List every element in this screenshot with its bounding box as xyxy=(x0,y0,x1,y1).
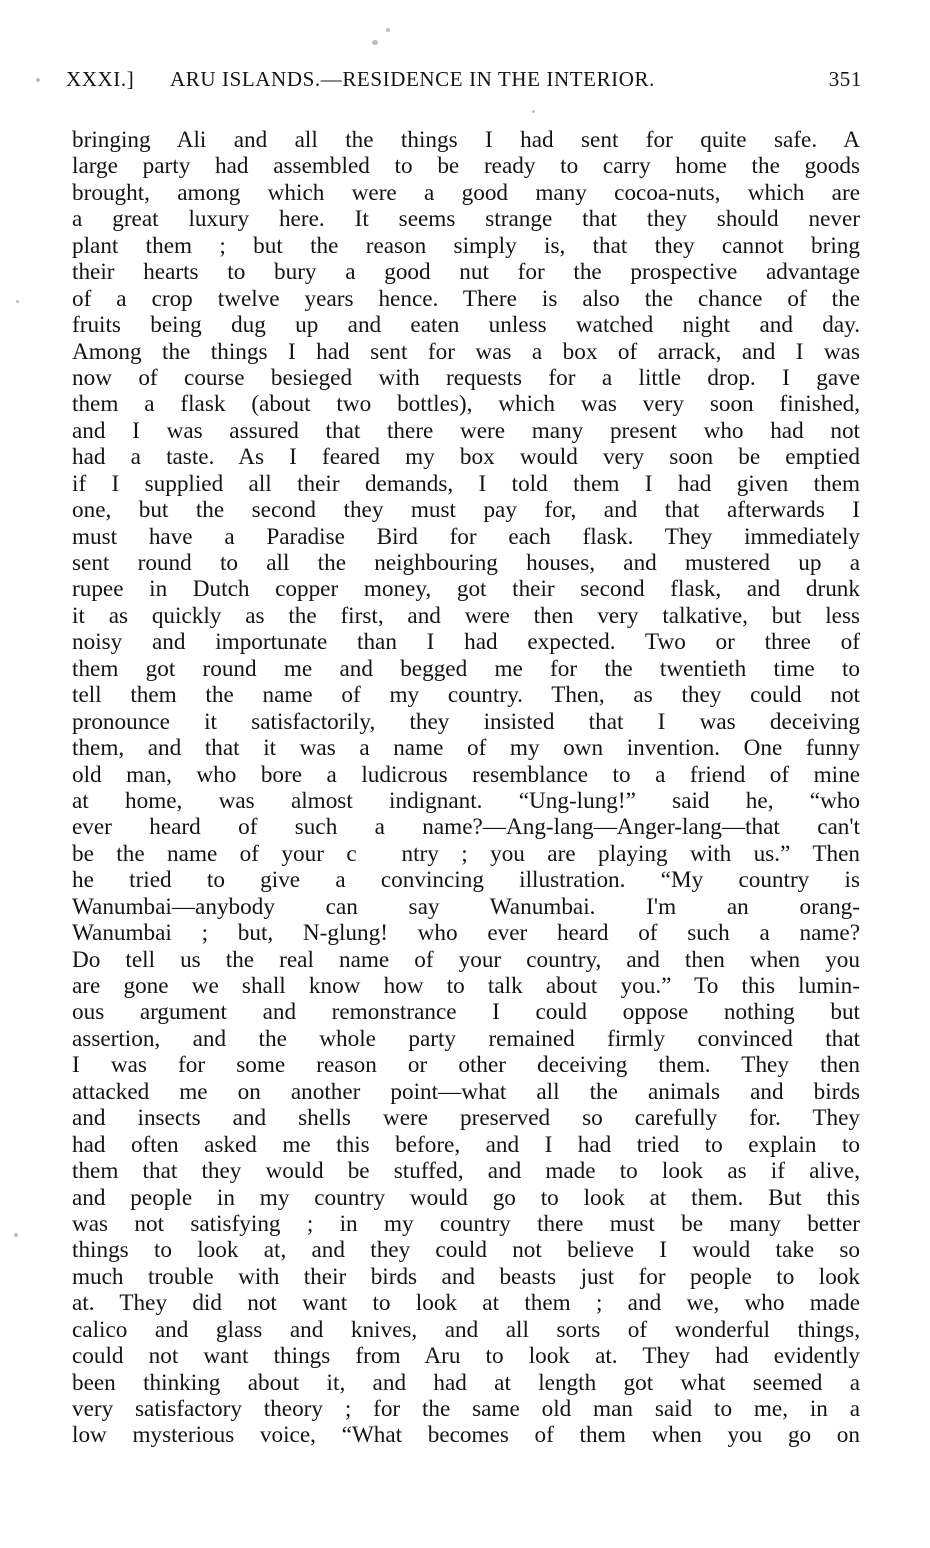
running-title: ARU ISLANDS.—RESIDENCE IN THE INTERIOR. xyxy=(170,67,655,91)
text-line: had a taste. As I feared my box would very soon be emptied xyxy=(72,444,860,471)
text-line: them, and that it was a name of my own invention. One funny xyxy=(72,735,860,762)
text-line: large party had assembled to be ready to carry home the goods xyxy=(72,153,860,180)
body-text xyxy=(72,127,860,1449)
running-head xyxy=(66,67,862,97)
text-line: and people in my country would go to look at them. But this xyxy=(72,1184,860,1211)
scan-speck xyxy=(386,28,390,32)
text-line: sent round to all the neighbouring houses, and mustered up a xyxy=(72,550,860,576)
text-line: ous argument and remonstrance I could oppose nothing but xyxy=(72,999,860,1026)
text-line: brought, among which were a good many cocoa-nuts, which are xyxy=(72,179,860,206)
text-line: he tried to give a c‍onvincing illustration. “My country is xyxy=(72,867,860,894)
text-line: assertion, and the whole party remained firmly convinced that xyxy=(72,1025,860,1052)
text-line: them got round me and begged me for the twentieth time to xyxy=(72,655,860,682)
text-line: been thinking about it, and had at length got what seemed a xyxy=(72,1369,860,1396)
chapter-number: XXXI.] xyxy=(66,67,135,91)
text-line: Wanumbai ; but, N-glung! who ever heard of such a name? xyxy=(72,920,860,947)
text-line: and insects and shells were preserved so carefully for. They xyxy=(72,1105,860,1132)
text-line: had often asked me this before, and I had tried to explain to xyxy=(72,1131,860,1158)
text-line: was not satisfying ; in my country there must be many better xyxy=(72,1210,860,1237)
text-line: it as quickly as the first, and were then very talkative, but less xyxy=(72,602,860,629)
text-line: attacked me on another point—what all the animals and birds xyxy=(72,1078,860,1105)
scan-speck xyxy=(36,78,40,82)
text-line: ever heard of such a name?—Ang-lang—Anger-lang—that can't xyxy=(72,814,860,841)
text-line: them a flask (about two bottles), which was very soon finished, xyxy=(72,391,860,418)
text-line: bringing Ali and all the things I had sent for quite safe. A xyxy=(72,127,860,153)
text-line: noisy and importunate than I had expected. Two or three of xyxy=(72,629,860,656)
text-line: a great luxury here. It seems strange that they should never xyxy=(72,206,860,233)
scan-speck xyxy=(532,110,535,113)
text-line: and I was assured that there were many present who had not xyxy=(72,417,860,444)
text-line: at home, was almost indignant. “Ung-lung!” said he, “who xyxy=(72,787,860,814)
text-line: their hearts to bury a good nut for the prospective advantage xyxy=(72,259,860,286)
text-line: very satisfactory theory ; for the same old man said to me, in a xyxy=(72,1396,860,1422)
scan-speck xyxy=(372,40,378,45)
scan-speck xyxy=(14,1233,18,1237)
text-line: low mysterious voice, “What becomes of them when you go on xyxy=(72,1422,860,1449)
text-line: tell them the name of my country. Then, as they could not xyxy=(72,682,860,709)
text-line: now of course besieged with requests for a little drop. I gave xyxy=(72,364,860,391)
text-line: of a crop twelve years hence. There is also the chance of the xyxy=(72,285,860,312)
scan-speck xyxy=(16,300,19,303)
text-line: plant them ; but the reason simply is, that they cannot bring xyxy=(72,232,860,259)
text-line: if I supplied all their demands, I told them I had given them xyxy=(72,470,860,497)
page-number: 351 xyxy=(828,67,862,91)
text-line: one, but the second they must pay for, and that afterwards I xyxy=(72,497,860,524)
text-line: much trouble with their birds and beasts just for people to look xyxy=(72,1263,860,1290)
text-line: Do tell us the real name of your country, and then when you xyxy=(72,946,860,973)
text-line: rupee in Dutch copper money, got their second flask, and drunk xyxy=(72,576,860,603)
text-line: pronounce it satisfactorily, they insisted that I was deceiving xyxy=(72,708,860,735)
text-line: fruits being dug up and eaten unless watched night and day. xyxy=(72,312,860,339)
text-line: old man, who bore a ludicrous resemblance to a friend of mine xyxy=(72,761,860,788)
text-line: I was for some reason or other deceiving them. They then xyxy=(72,1052,860,1079)
text-line: things to look at, and they could not believe I would take so xyxy=(72,1237,860,1264)
text-line: be the name of your c‍ ‍ ntry ; you are playing with us.” Then xyxy=(72,840,860,867)
text-line: calico and glass and knives, and all sorts of wonderful things, xyxy=(72,1316,860,1343)
text-line: at. They did not want to look at them ; and we, who made xyxy=(72,1290,860,1317)
text-line: could not want things from Aru to look at. They had evidently xyxy=(72,1343,860,1370)
text-line: must have a Paradise Bird for each flask. They immediately xyxy=(72,523,860,550)
text-line: are gone we shall know how to talk about you.” To this lumin- xyxy=(72,973,860,999)
text-line: them that they would be stuffed, and made to look as if alive, xyxy=(72,1158,860,1185)
text-line: Among the things I had sent for was a box of arrack, and I was xyxy=(72,338,860,365)
text-line: Wanumbai—anybody can say Wanumbai. I'm an orang- xyxy=(72,893,860,920)
